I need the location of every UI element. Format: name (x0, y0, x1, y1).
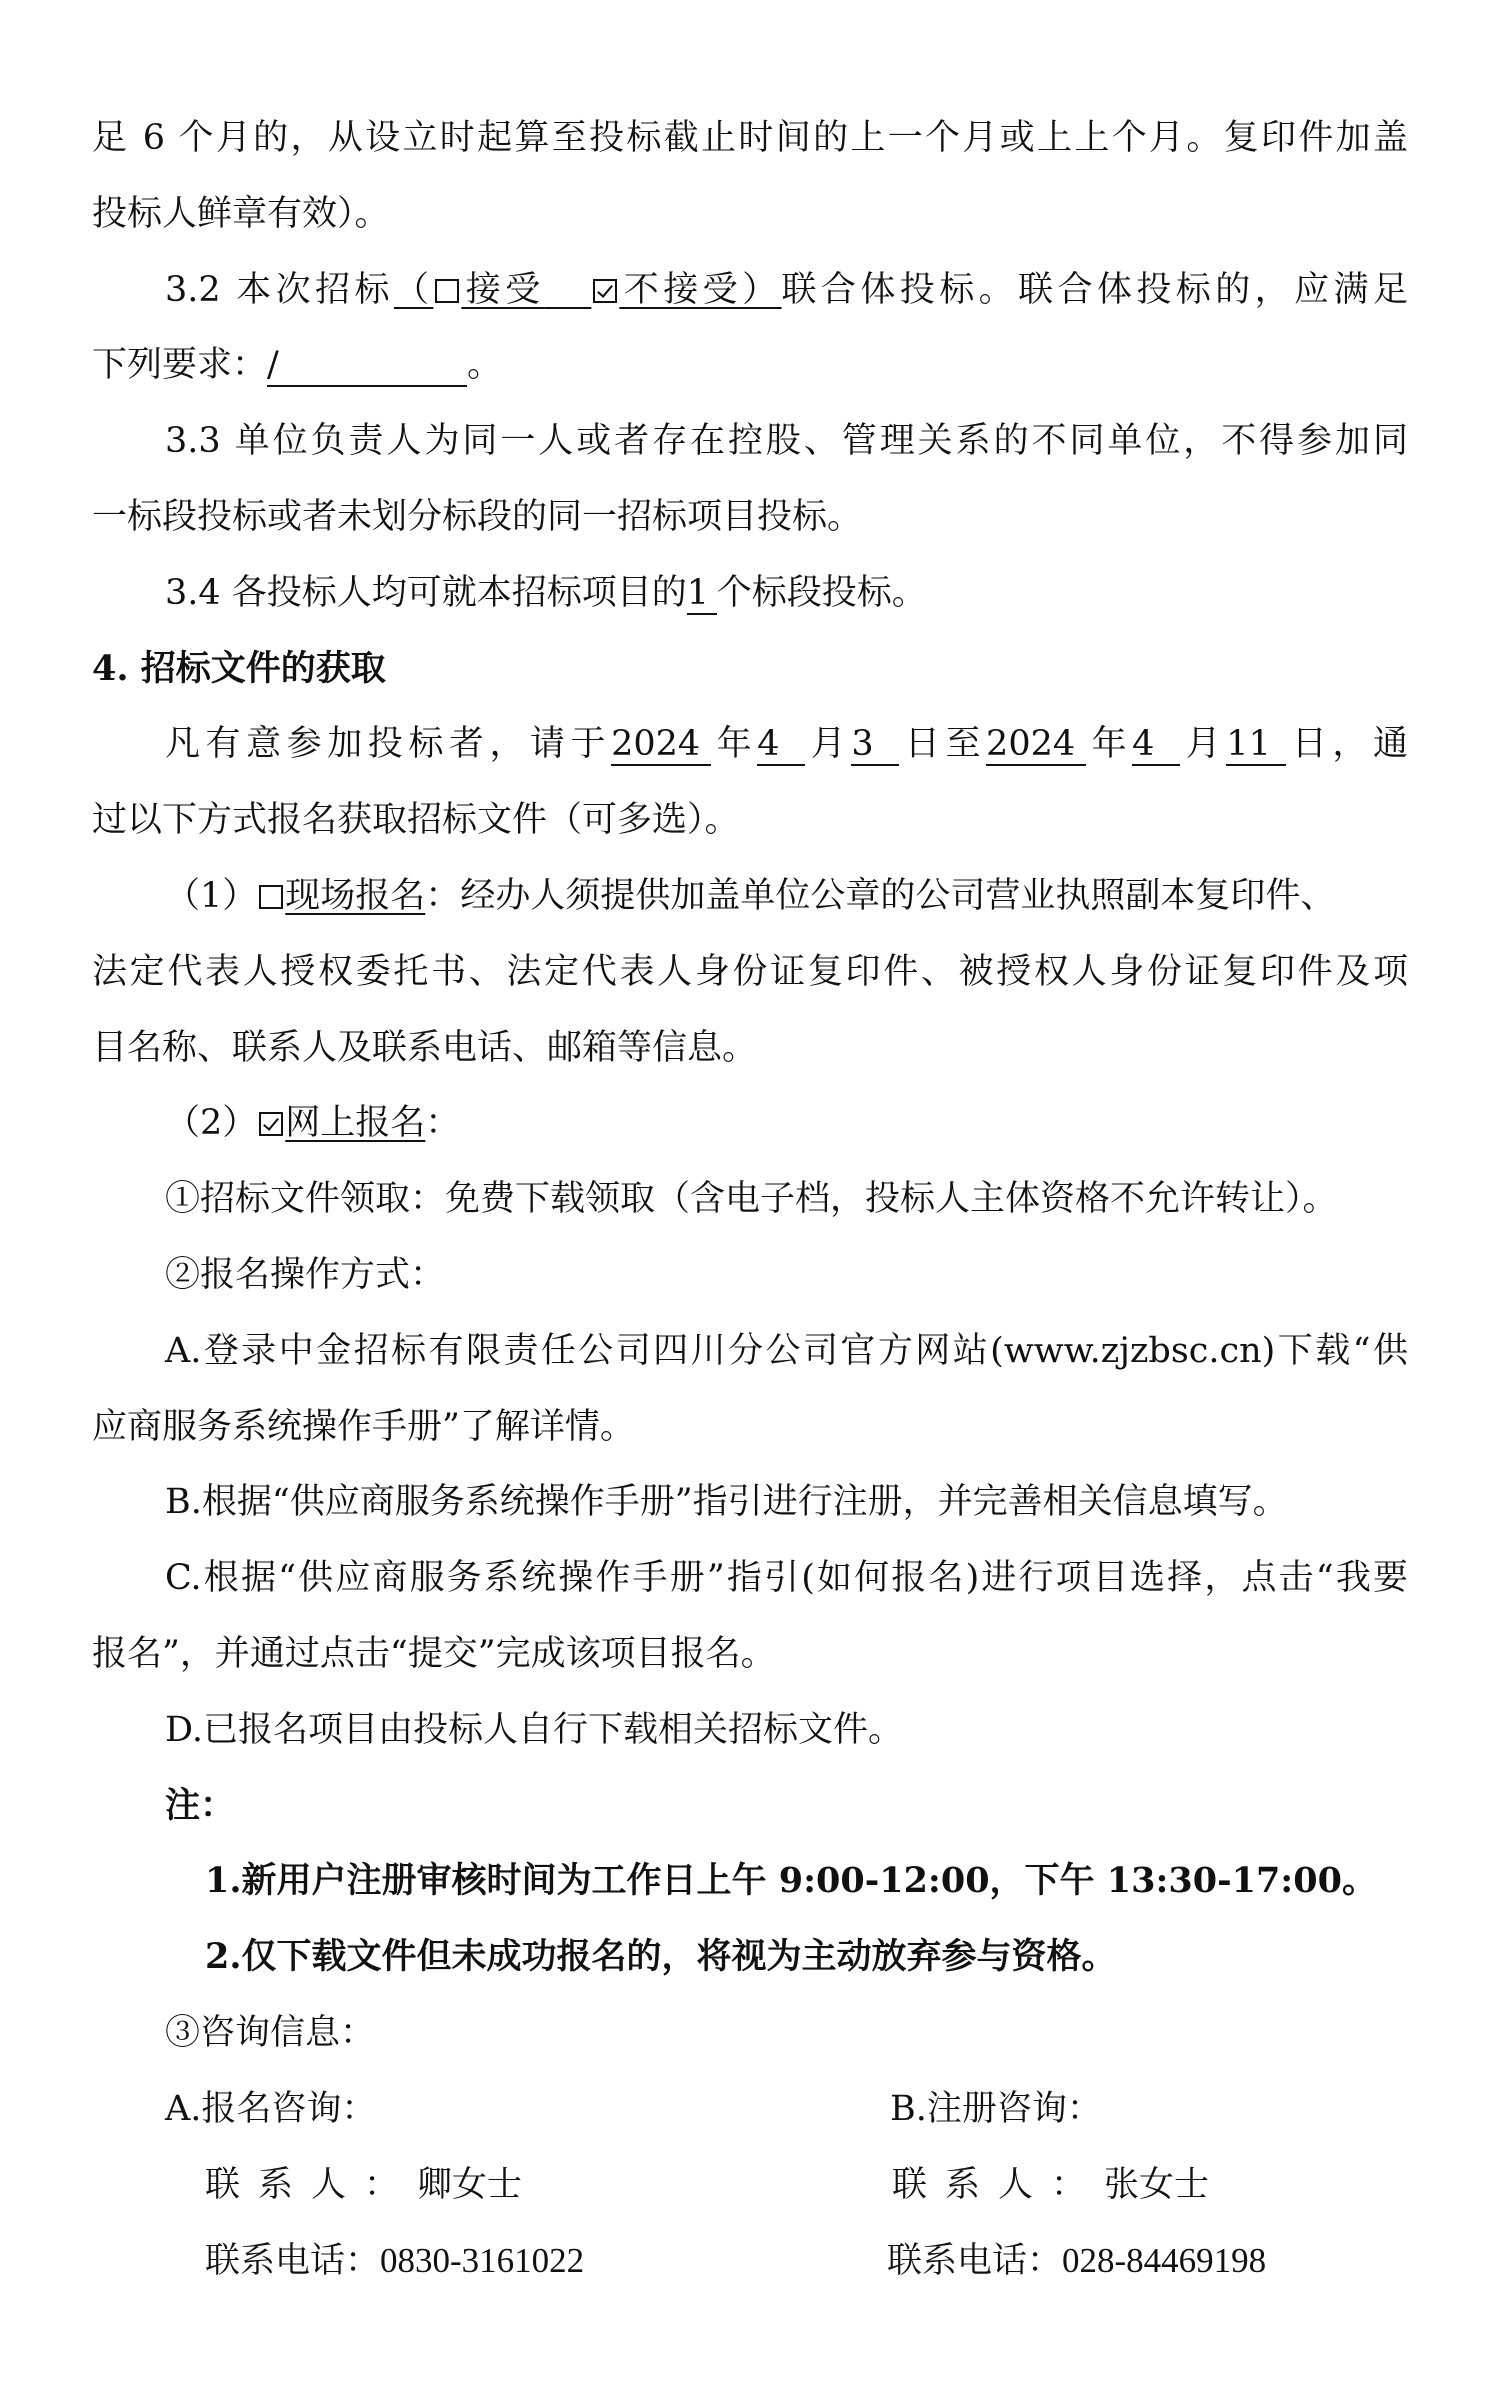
clause-3-2-prefix: 3.2 本次招标 (165, 270, 394, 310)
section-4-heading: 4. 招标文件的获取 (92, 648, 386, 689)
contact-a-phone (205, 2237, 584, 2285)
option-1-text-cont: 目名称、联系人及联系电话、邮箱等信息。 (92, 1028, 758, 1068)
clause-3-4-prefix: 3.4 各投标人均可就本招标项目的 (165, 573, 687, 613)
step-a: A.登录中金招标有限责任公司四川分公司官方网站(www.zjzbsc.cn)下载“供 (165, 1331, 1408, 1371)
reject-option: 不接受） (619, 270, 782, 310)
consortium-choice (394, 270, 782, 310)
option-1-label-wrap (257, 876, 425, 916)
checkbox-unchecked-icon[interactable] (435, 279, 459, 303)
option-onsite-registration (165, 872, 1481, 920)
option-1-label: 现场报名 (285, 876, 426, 916)
intro-line-2: 过以下方式报名获取招标文件（可多选）。 (92, 800, 740, 840)
item-2-operation: ②报名操作方式： (165, 1255, 446, 1295)
colon: ： (425, 1103, 461, 1143)
year-label: 年 (711, 724, 758, 764)
paragraph-line: 投标人鲜章有效）。 (92, 194, 390, 234)
lot-count: 1 (687, 573, 717, 615)
clause-3-2 (165, 266, 1408, 314)
checkbox-checked-icon[interactable] (593, 279, 617, 303)
option-1-text: 经办人须提供加盖单位公章的公司营业执照副本复印件、 (460, 876, 1336, 916)
phone-label: 联系电话： (887, 2241, 1063, 2281)
checkbox-unchecked-icon[interactable] (259, 885, 283, 909)
option-2-label: 网上报名 (285, 1103, 426, 1143)
day-to-label: 日至 (899, 724, 987, 764)
option-online-registration (165, 1099, 1481, 1147)
period: 。 (467, 345, 503, 385)
option-1-number: （1） (165, 876, 258, 916)
note-label: 注： (165, 1785, 236, 1826)
open-paren: （ (393, 270, 434, 310)
person-name: 卿女士 (417, 2165, 523, 2205)
step-d: D.已报名项目由投标人自行下载相关招标文件。 (165, 1710, 903, 1750)
month-label: 月 (1180, 724, 1227, 764)
start-day: 3 (851, 724, 899, 766)
checkbox-checked-icon[interactable] (259, 1112, 283, 1136)
note-2: 2.仅下载文件但未成功报名的，将视为主动放弃参与资格。 (205, 1936, 1117, 1977)
option-2-label-wrap (257, 1103, 425, 1143)
requirements-label: 下列要求： (92, 345, 268, 385)
start-month: 4 (757, 724, 805, 766)
month-label: 月 (805, 724, 852, 764)
clause-3-2-suffix: 联合体投标。联合体投标的，应满足 (781, 270, 1408, 310)
end-month: 4 (1132, 724, 1180, 766)
item-3-consultation: ③咨询信息： (165, 2013, 376, 2053)
note-1: 1.新用户注册审核时间为工作日上午 9:00-12:00，下午 13:30-17:00。 (205, 1860, 1377, 1901)
step-b: B.根据“供应商服务系统操作手册”指引进行注册，并完善相关信息填写。 (165, 1482, 1288, 1522)
item-1-document-retrieval: ①招标文件领取：免费下载领取（含电子档，投标人主体资格不允许转让）。 (165, 1179, 1338, 1219)
intro-prefix: 凡有意参加投标者，请于 (165, 724, 612, 764)
step-c: C.根据“供应商服务系统操作手册”指引(如何报名)进行项目选择，点击“我要 (165, 1558, 1408, 1598)
clause-3-3-cont: 一标段投标或者未划分标段的同一招标项目投标。 (92, 497, 863, 537)
option-1-text-cont: 法定代表人授权委托书、法定代表人身份证复印件、被授权人身份证复印件及项 (92, 952, 1408, 992)
person-label: 联系人： (892, 2165, 1105, 2205)
contact-b-person (892, 2161, 1209, 2209)
clause-3-4 (165, 569, 1481, 617)
contact-a-person (205, 2161, 522, 2209)
contact-b-phone (887, 2237, 1266, 2285)
phone-number[interactable]: 0830-3161022 (380, 2241, 585, 2280)
paragraph-line: 足 6 个月的，从设立时起算至投标截止时间的上一个月或上上个月。复印件加盖 (92, 118, 1408, 158)
clause-3-3: 3.3 单位负责人为同一人或者存在控股、管理关系的不同单位，不得参加同 (165, 421, 1408, 461)
person-name: 张女士 (1104, 2165, 1210, 2205)
colon: ： (425, 876, 461, 916)
year-label: 年 (1086, 724, 1133, 764)
phone-number[interactable]: 028-84469198 (1062, 2241, 1267, 2280)
step-c-cont: 报名”，并通过点击“提交”完成该项目报名。 (92, 1634, 776, 1674)
start-year: 2024 (611, 724, 711, 766)
registration-period (165, 720, 1408, 768)
day-label: 日，通 (1286, 724, 1408, 764)
phone-label: 联系电话： (205, 2241, 381, 2281)
person-label: 联系人： (205, 2165, 418, 2205)
step-a-cont: 应商服务系统操作手册”了解详情。 (92, 1407, 635, 1447)
clause-3-2-requirements (92, 341, 1408, 389)
accept-option: 接受 (461, 270, 545, 310)
end-day: 11 (1226, 724, 1286, 766)
clause-3-4-suffix: 个标段投标。 (716, 573, 927, 613)
requirements-blank: / (267, 345, 467, 387)
end-year: 2024 (986, 724, 1086, 766)
option-2-number: （2） (165, 1103, 258, 1143)
contact-b-title: B.注册咨询： (890, 2089, 1102, 2129)
contact-a-title: A.报名咨询： (165, 2089, 377, 2129)
